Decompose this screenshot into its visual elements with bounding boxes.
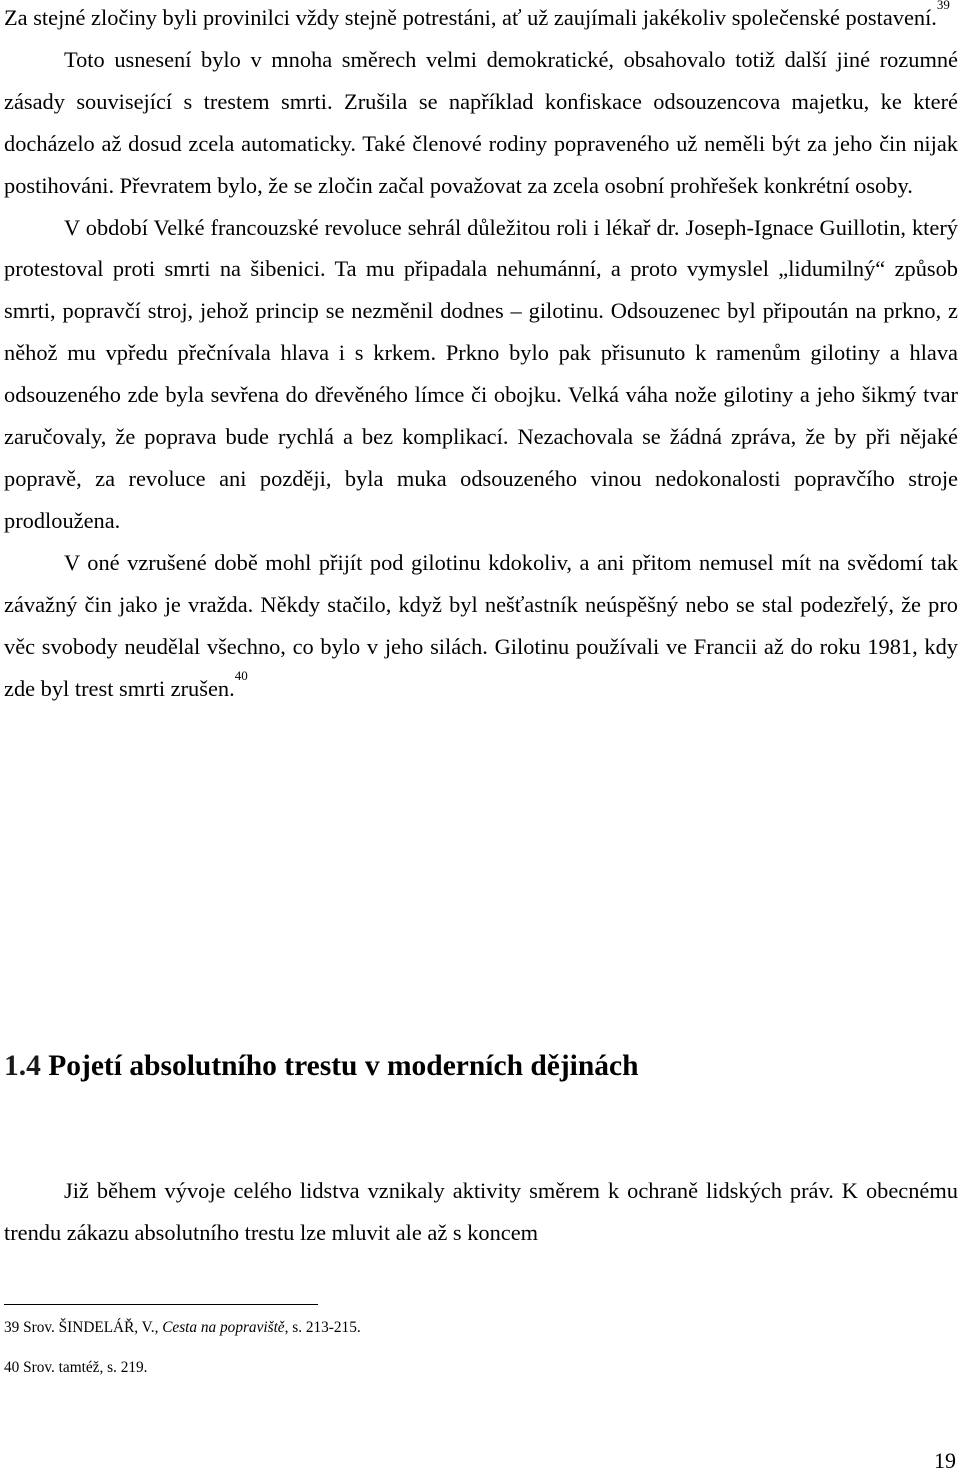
footnote-text: Srov. tamtéž, s. 219. [23, 1359, 148, 1376]
body-paragraph [4, 542, 958, 710]
document-page [4, 0, 958, 709]
section-body [4, 1170, 958, 1254]
section-title: Pojetí absolutního trestu v moderních dějinách [48, 1050, 639, 1082]
body-paragraph [4, 0, 958, 39]
footnote-prefix: Srov. ŠINDELÁŘ, V., [23, 1319, 159, 1336]
footnote-reference: 40 [234, 667, 248, 683]
section-heading [4, 1044, 639, 1088]
body-paragraph: Toto usnesení bylo v mnoha směrech velmi demokratické, obsahovalo totiž další jiné rozumné zásady související s trestem smrti. Zrušila se například konfiskace odsouzencova majetku, ke které docházelo až dosud zcela automaticky. Také členové rodiny popraveného už neměli být za jeho čin nijak postihováni. Převratem bylo, že se zločin začal považovat za zcela osobní prohřešek konkrétní osoby. [4, 46, 958, 198]
section-number: 1.4 [4, 1050, 41, 1082]
footnote-number: 40 [4, 1359, 20, 1376]
paragraph-text: Za stejné zločiny byli provinilci vždy stejně potrestáni, ať už zaujímali jakékoliv společenské postavení. [4, 5, 937, 30]
footnote-reference: 39 [936, 0, 950, 12]
paragraph-text: V oné vzrušené době mohl přijít pod gilotinu kdokoliv, a ani přitom nemusel mít na svědomí tak závažný čin jako je vražda. Někdy stačilo, když byl nešťastník neúspěšný nebo se stal podezřelý, že pro věc svobody neudělal všechno, co bylo v jeho silách. Gilotinu používali ve Francii až do roku 1981, kdy zde byl trest smrti zrušen. [4, 549, 958, 701]
footnote-suffix: , s. 213-215. [284, 1319, 361, 1336]
body-paragraph: Již během vývoje celého lidstva vznikaly aktivity směrem k ochraně lidských práv. K obecnému trendu zákazu absolutního trestu lze mluvit ale až s koncem [4, 1178, 958, 1245]
footnote-number: 39 [4, 1319, 20, 1336]
footnote-separator [4, 1304, 318, 1305]
footnote [4, 1318, 361, 1338]
cited-title: Cesta na popraviště [162, 1319, 285, 1336]
body-paragraph: V období Velké francouzské revoluce sehrál důležitou roli i lékař dr. Joseph-Ignace Guillotin, který protestoval proti smrti na šibenici. Ta mu připadala nehumánní, a proto vymyslel „lidumilný“ způsob smrti, popravčí stroj, jehož princip se nezměnil dodnes – gilotinu. Odsouzenec byl připoután na prkno, z něhož mu vpředu přečnívala hlava i s krkem. Prkno bylo pak přisunuto k ramenům gilotiny a hlava odsouzeného zde byla sevřena do dřevěného límce či obojku. Velká váha nože gilotiny a jeho šikmý tvar zaručovaly, že poprava bude rychlá a bez komplikací. Nezachovala se žádná zpráva, že by při nějaké popravě, za revoluce ani později, byla muka odsouzeného vinou nedokonalosti popravčího stroje prodloužena. [4, 214, 958, 533]
footnote [4, 1358, 147, 1378]
page-number: 19 [934, 1448, 956, 1473]
